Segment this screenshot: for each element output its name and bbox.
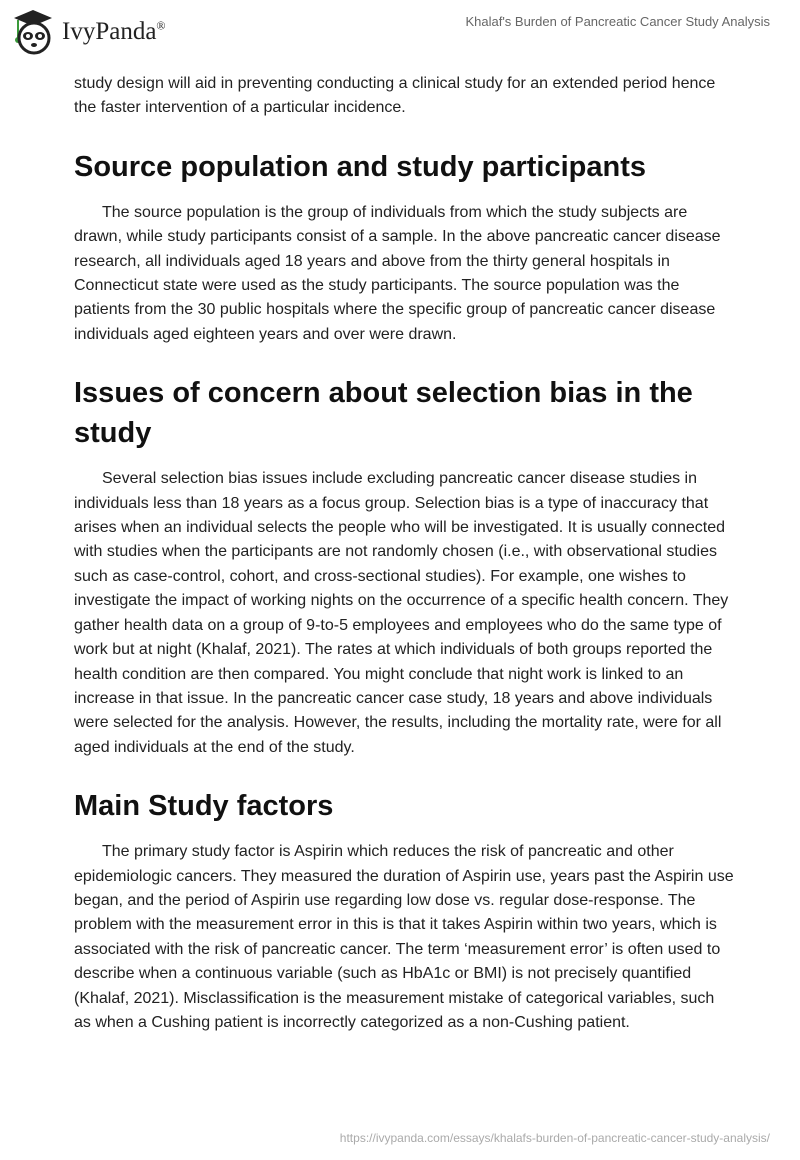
logo-text: IvyPanda (62, 18, 157, 45)
document-title: Khalaf's Burden of Pancreatic Cancer Study Analysis (465, 14, 770, 29)
page-header (0, 0, 800, 60)
section-paragraph: The source population is the group of individuals from which the study subjects are drawn, while study participants consist of a sample. In the above pancreatic cancer disease research, all individuals aged 18 years and above from the thirty general hospitals in Connecticut state were used as the study participants. The source population was the patients from the 30 public hospitals where the specific group of pancreatic cancer disease individuals aged eighteen years and over were drawn. (74, 203, 721, 343)
intro-paragraph: study design will aid in preventing conducting a clinical study for an extended period hence the faster intervention of a particular incidence. (74, 75, 716, 117)
section-heading: Main Study factors (74, 790, 334, 823)
section-heading: Issues of concern about selection bias in the study (74, 377, 693, 450)
panda-graduate-icon (10, 8, 56, 56)
section-heading: Source population and study participants (74, 150, 646, 183)
section-paragraph: Several selection bias issues include excluding pancreatic cancer disease studies in individuals less than 18 years as a focus group. Selection bias is a type of inaccuracy that arises when an individual selects the people who will be investigated. It is usually connected with studies when the participants are not randomly chosen (i.e., with observational studies such as case-control, cohort, and cross-sectional studies). For example, one wishes to investigate the impact of working nights on the occurrence of a specific health concern. They gather health data on a group of 9-to-5 employees and employees who do the same type of work but at night (Khalaf, 2021). The rates at which individuals of both groups reported the health condition are then compared. You might conclude that night work is linked to an increase in that issue. In the pancreatic cancer case study, 18 years and above individuals were selected for the analysis. However, the results, including the mortality rate, were for all aged individuals at the end of the study. (74, 470, 729, 756)
article-content (74, 72, 734, 1035)
section-paragraph: The primary study factor is Aspirin which reduces the risk of pancreatic and other epidemiologic cancers. They measured the duration of Aspirin use, years past the Aspirin use began, and the period of Aspirin use regarding low dose vs. regular dose-response. The problem with the measurement error in this is that it takes Aspirin within two years, which is associated with the risk of pancreatic cancer. The term ‘measurement error’ is often used to describe when a continuous variable (such as HbA1c or BMI) is not precisely quantified (Khalaf, 2021). Misclassification is the measurement mistake of categorical variables, such as when a Cushing patient is incorrectly categorized as a non-Cushing patient. (74, 843, 734, 1031)
registered-mark: ® (156, 18, 166, 33)
ivypanda-logo[interactable] (10, 8, 166, 56)
footer-url-link[interactable]: https://ivypanda.com/essays/khalafs-burden-of-pancreatic-cancer-study-analysis/ (339, 1131, 770, 1145)
